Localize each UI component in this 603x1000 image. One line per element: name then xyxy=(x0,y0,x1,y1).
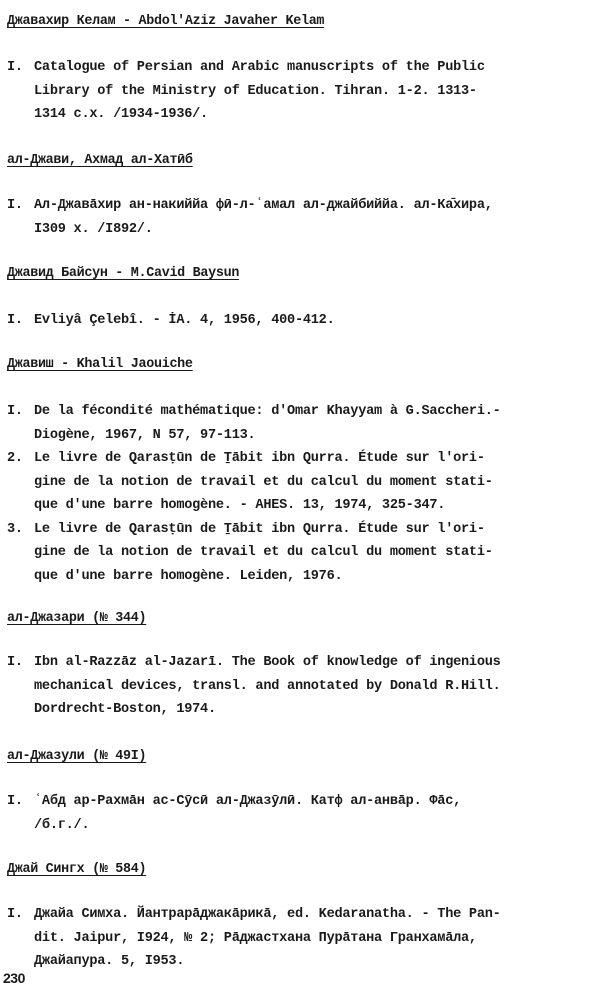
entry-number: I. xyxy=(7,794,23,809)
entry-number: 2. xyxy=(7,451,23,466)
entry-line: Dordrecht-Boston, 1974. xyxy=(34,702,216,717)
entry-line: que d'une barre homogène. - AHES. 13, 1974, 325-347. xyxy=(34,498,446,513)
entry-line: I. Ал-Джавāхир ан-накиййа фӣ-л-ʿамал ал-джайбиййа. ал-Ка̄хира, xyxy=(7,194,597,218)
author-heading: Джай Сингх (№ 584) xyxy=(7,862,147,877)
entry-line: gine de la notion de travail et du calcul du moment stati- xyxy=(34,545,493,560)
entry-line: 3. Le livre de Qarasṭūn de Ṯābit ibn Qurra. Étude sur l'ori- xyxy=(7,518,597,542)
entry-line: /б.г./. xyxy=(34,817,90,833)
author-heading: ал-Джазари (№ 344) xyxy=(7,611,147,626)
entry-line: I309 х. /I892/. xyxy=(34,221,153,237)
bibliography-entry xyxy=(7,790,597,837)
bibliography-entry xyxy=(7,309,597,333)
entry-line: dit. Jaipur, I924, № 2; Рāджастхана Пурāтана Гранхамāла, xyxy=(34,930,477,946)
entry-line: I. ʿАбд ар-Раxмāн ас-Сӯсӣ ал-Джазӯлӣ. Катф ал-анвāр. Фāс, xyxy=(7,790,597,814)
entry-number: I. xyxy=(7,907,23,922)
entry-line: gine de la notion de travail et du calcul du moment stati- xyxy=(34,474,493,490)
author-heading: Джавид Байсун - M.Cavid Baysun xyxy=(7,266,240,281)
entry-number: 3. xyxy=(7,521,23,537)
author-heading: Джавиш - Khalil Jaouiche xyxy=(7,357,193,372)
entry-line: Diogène, 1967, N 57, 97-113. xyxy=(34,427,256,443)
entry-line: I. De la fécondité mathématique: d'Omar Khayyam à G.Saccheri.- xyxy=(7,400,597,424)
bibliography-entry xyxy=(7,56,597,127)
bibliography-entry xyxy=(7,194,597,241)
entry-line: I. Джайа Симха. Йантрарāджакāрикā, ed. Kedaranatha. - The Pan- xyxy=(7,903,597,927)
entry-line: I. Evliyâ Çelebî. - İA. 4, 1956, 400-412. xyxy=(7,309,597,333)
bibliography-entry xyxy=(7,400,597,588)
entry-line: mechanical devices, transl. and annotated by Donald R.Hill. xyxy=(34,678,501,694)
bibliography-entry xyxy=(7,903,597,974)
entry-line: 1314 c.x. /1934-1936/. xyxy=(34,107,208,122)
entry-line: Джайапура. 5, I953. xyxy=(34,954,185,969)
entry-line: I. Catalogue of Persian and Arabic manuscripts of the Public xyxy=(7,56,597,80)
entry-number: I. xyxy=(7,313,23,328)
author-heading: Джавахир Келам - Abdol'Aziz Javaher Kelam xyxy=(7,14,325,29)
author-heading: ал-Джазули (№ 49I) xyxy=(7,749,147,764)
entry-line: Library of the Ministry of Education. Tihran. 1-2. 1313- xyxy=(34,83,477,99)
entry-line: que d'une barre homogène. Leiden, 1976. xyxy=(34,568,343,584)
entry-number: I. xyxy=(7,198,23,213)
entry-line: 2. Le livre de Qarasṭūn de Ṯābit ibn Qurra. Étude sur l'ori- xyxy=(7,447,597,471)
entry-number: I. xyxy=(7,60,23,75)
bibliography-entry xyxy=(7,651,597,722)
author-heading: ал-Джави, Аxмад ал-Хатӣб xyxy=(7,153,193,168)
entry-line: I. Ibn al-Razzāz al-Jazarī. The Book of knowledge of ingenious xyxy=(7,651,597,675)
entry-number: I. xyxy=(7,404,23,419)
entry-number: I. xyxy=(7,655,23,670)
page-number: 230 xyxy=(3,970,25,986)
